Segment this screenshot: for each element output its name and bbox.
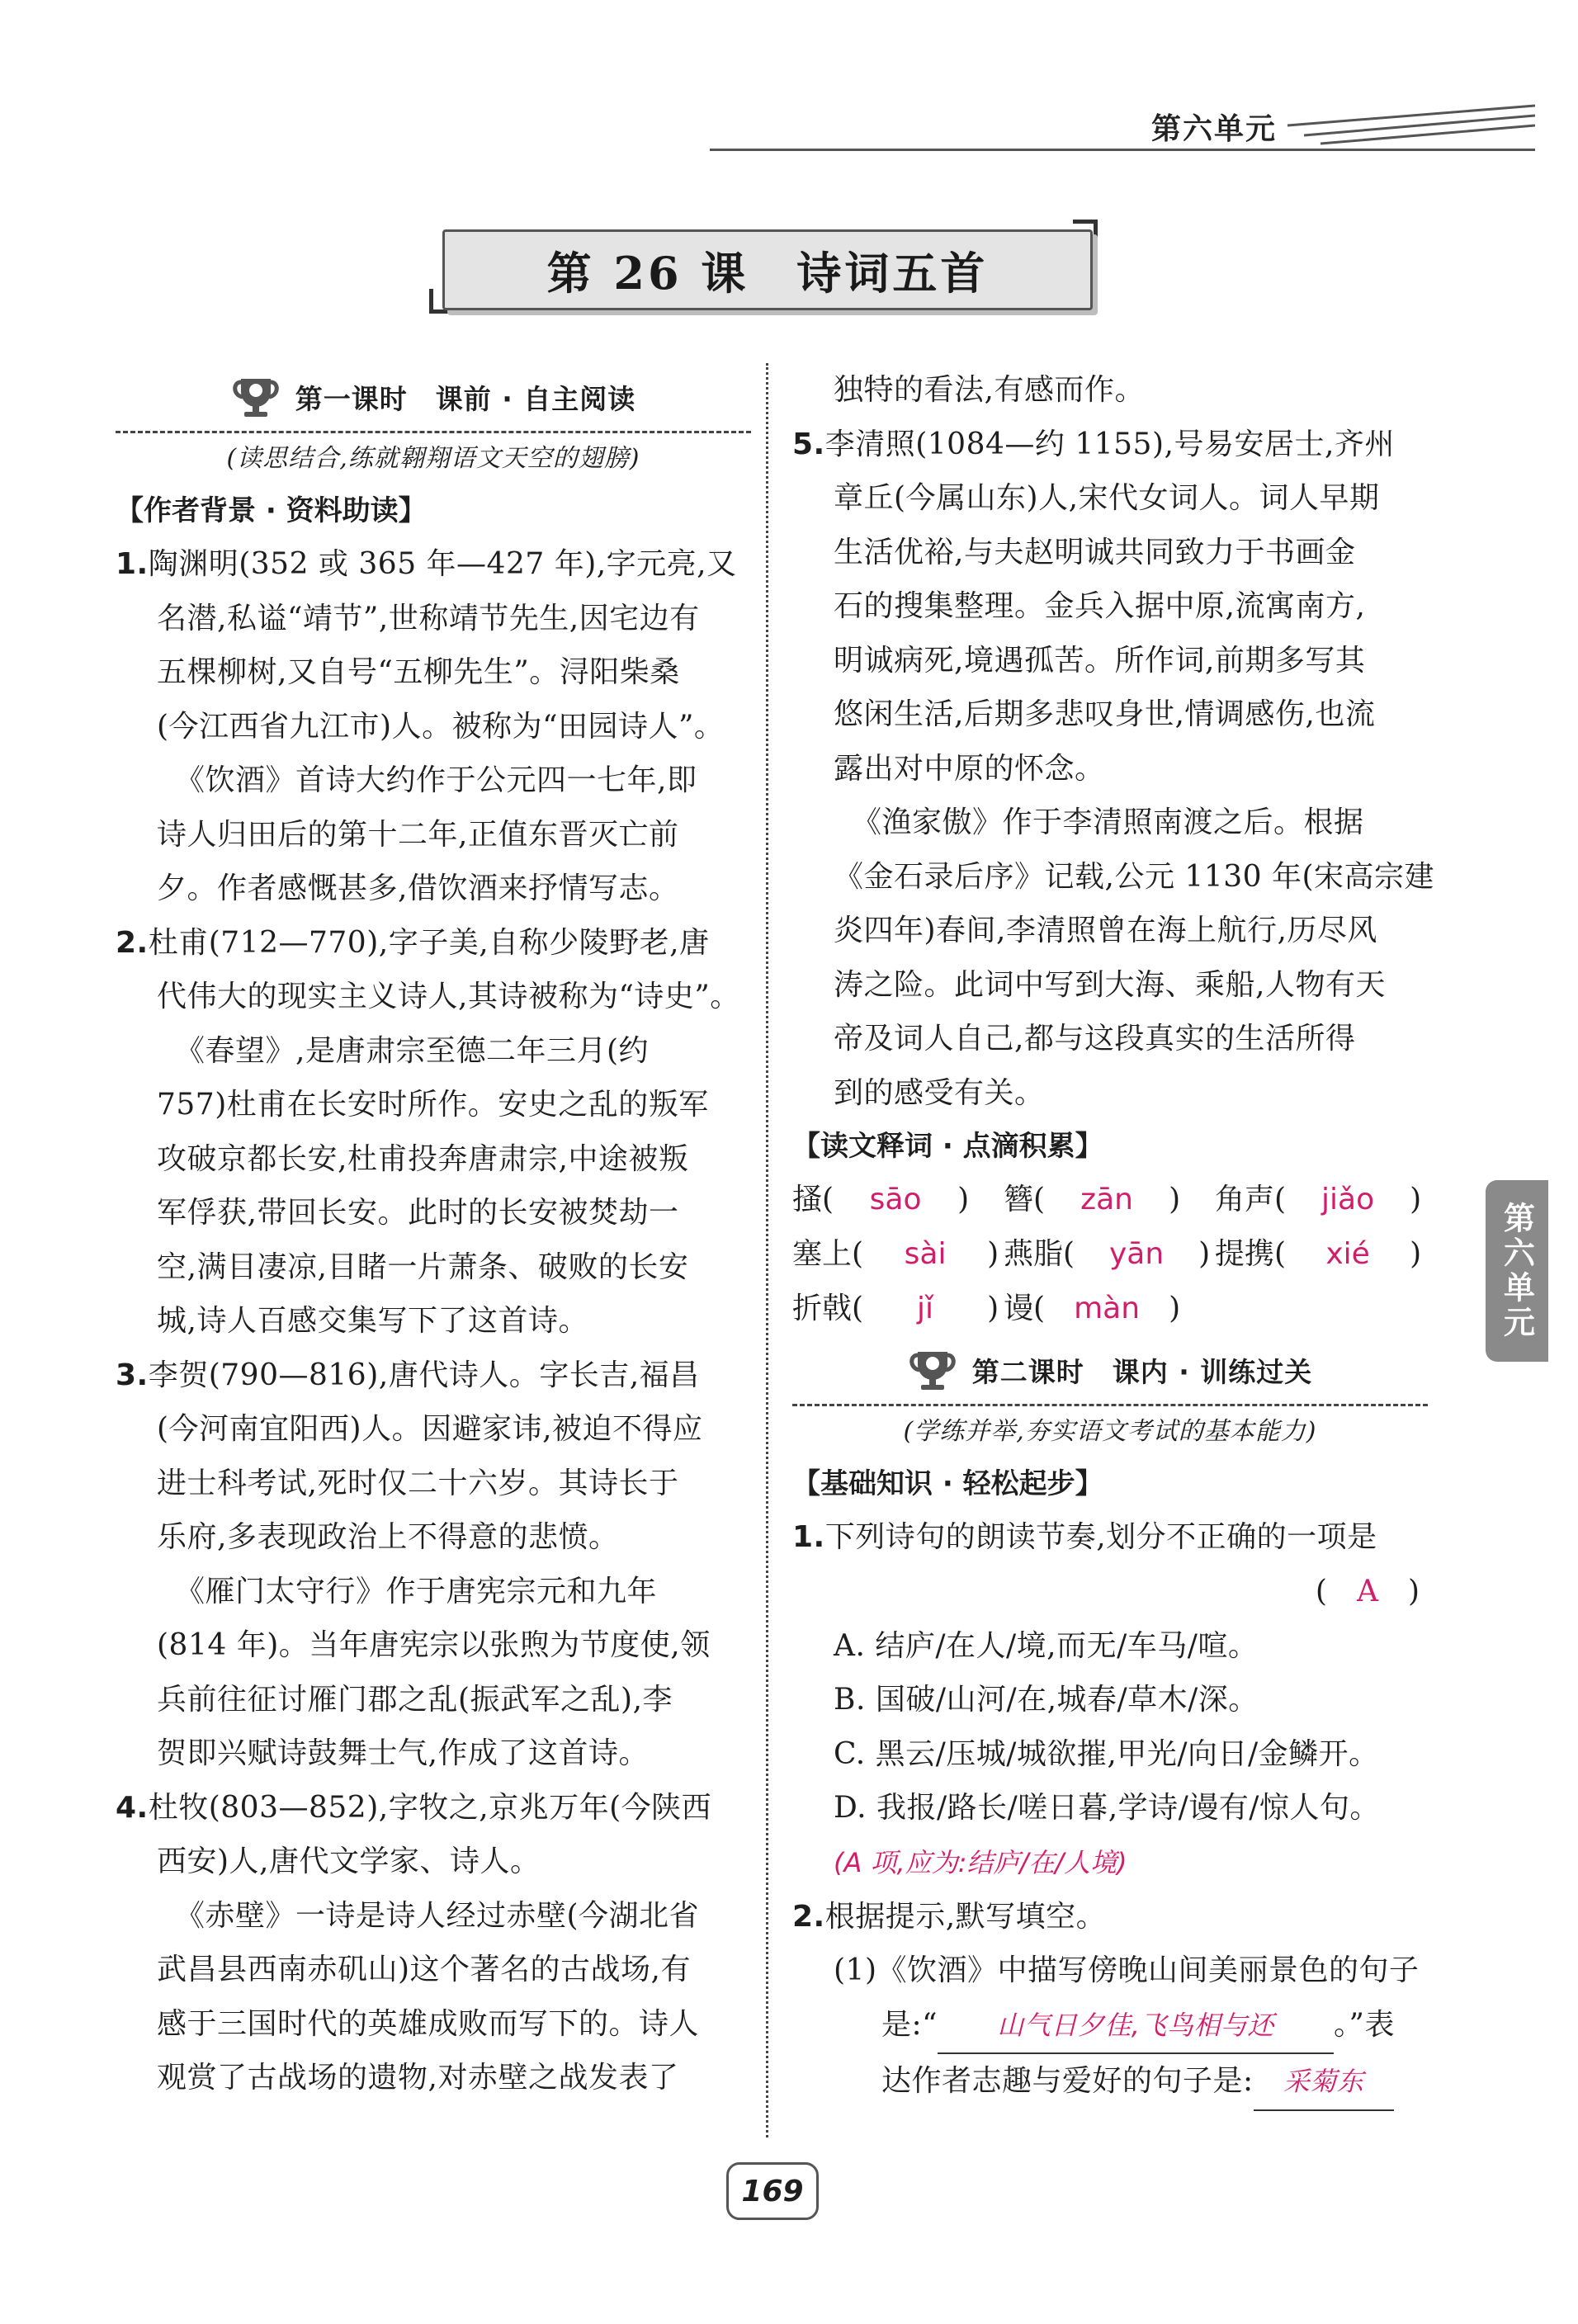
vocab-word: 簪 [1004, 1183, 1034, 1216]
text-line: 4.杜牧(803—852),字牧之,京兆万年(今陕西 [116, 1790, 712, 1825]
section2-heading [792, 1336, 1428, 1404]
question-number: 2. [792, 1899, 825, 1934]
text-line: 《金石录后序》记载,公元 1130 年(宋高宗建 [834, 859, 1434, 894]
text-line: 帝及词人自己,都与这段真实的生活所得 [834, 1022, 1356, 1056]
item-number: 1. [116, 547, 149, 581]
text-line: 《渔家傲》作于李清照南渡之后。根据 [852, 805, 1364, 839]
pinyin-answer: jiǎo [1321, 1183, 1375, 1216]
vocab-word: 折戟 [792, 1292, 853, 1325]
text-line: 观赏了古战场的遗物,对赤壁之战发表了 [157, 2061, 679, 2095]
text-line: 空,满目凄凉,目睹一片萧条、破败的长安 [157, 1249, 689, 1284]
text-line: 城,诗人百感交集写下了这首诗。 [157, 1304, 588, 1338]
text-line: 悠闲生活,后期多悲叹身世,情调感伤,也流 [834, 697, 1376, 731]
lesson-title-box [442, 229, 1093, 310]
section1-heading [116, 363, 751, 431]
pinyin-answer: sāo [869, 1183, 922, 1216]
text-line: 武昌县西南赤矶山)这个著名的古战场,有 [157, 1953, 691, 1986]
text-line: 章丘(今属山东)人,宋代女词人。词人早期 [834, 481, 1380, 515]
pinyin-answer: jǐ [917, 1292, 934, 1325]
text-line: 3.李贺(790—816),唐代诗人。字长吉,福昌 [116, 1358, 700, 1392]
vocab-item: 搔 ( sāo ) [792, 1173, 1004, 1227]
text-line: 五棵柳树,又自号“五柳先生”。浔阳柴桑 [157, 655, 680, 689]
item-number: 4. [116, 1790, 149, 1825]
section2-title: 第二课时 课内 · 训练过关 [971, 1355, 1313, 1388]
answer-letter: A [1356, 1574, 1378, 1608]
question-2-stem: 2.根据提示,默写填空。 [792, 1899, 1107, 1934]
pinyin-answer: màn [1074, 1292, 1141, 1325]
vocab-item: 角声 ( jiǎo ) [1215, 1173, 1426, 1227]
vocab-table [792, 1173, 1428, 1336]
vocab-word: 角声 [1215, 1183, 1275, 1216]
text-line: 生活优裕,与夫赵明诚共同致力于书画金 [834, 535, 1356, 569]
text-line: 名潜,私谥“靖节”,世称靖节先生,因宅边有 [157, 601, 700, 635]
vocab-word: 搔 [792, 1183, 823, 1216]
text-line: 炎四年)春间,李清照曾在海上航行,历尽风 [834, 914, 1377, 947]
text-line: 《春望》,是唐肃宗至德二年三月(约 [175, 1033, 649, 1068]
vocab-row [792, 1227, 1428, 1282]
vocab-item: 折戟 ( jǐ ) [792, 1282, 1004, 1336]
item-number: 5. [792, 427, 825, 461]
text-line: 明诚病死,境遇孤苦。所作词,前期多写其 [834, 643, 1366, 678]
vocab-heading: 【读文释词 · 点滴积累】 [792, 1130, 1103, 1163]
text-line: 《饮酒》首诗大约作于公元四一七年,即 [175, 763, 697, 797]
text-line: 石的搜集整理。金兵入据中原,流寓南方, [834, 589, 1366, 623]
fill-answer[interactable]: 采菊东 [1254, 2055, 1394, 2111]
text-line: 诗人归田后的第十二年,正值东晋灭亡前 [157, 817, 679, 852]
item-number: 3. [116, 1358, 149, 1392]
text-line: 757)杜甫在长安时所作。安史之乱的叛军 [157, 1088, 709, 1122]
unit-header [710, 97, 1535, 155]
text-line: 独特的看法,有感而作。 [834, 373, 1145, 407]
vocab-word: 提携 [1215, 1237, 1275, 1271]
item-number: 2. [116, 925, 149, 960]
text-line: 进士科考试,死时仅二十六岁。其诗长于 [157, 1466, 679, 1500]
pinyin-answer: zān [1080, 1183, 1133, 1216]
pinyin-answer: yān [1108, 1237, 1165, 1271]
section1-title: 第一课时 课前 · 自主阅读 [295, 382, 636, 415]
vocab-word: 谩 [1004, 1292, 1034, 1325]
option-c: C. 黑云/压城/城欲摧,甲光/向日/金鳞开。 [834, 1736, 1379, 1771]
text-line: 露出对中原的怀念。 [834, 751, 1105, 786]
text-line: 乐府,多表现政治上不得意的悲愤。 [157, 1520, 619, 1554]
unit-title: 第六单元 [1151, 112, 1278, 146]
text-line: 5.李清照(1084—约 1155),号易安居士,齐州 [792, 427, 1395, 461]
vocab-word: 塞上 [792, 1237, 853, 1271]
vocab-row [792, 1282, 1428, 1336]
text-line: 西安)人,唐代文学家、诗人。 [157, 1845, 541, 1878]
lesson-title: 第 26 课 诗词五首 [546, 246, 989, 300]
question-1-answer: ( A ) [1315, 1574, 1420, 1608]
author-background-continued [792, 363, 1434, 1120]
text-line: 军俘获,带回长安。此时的长安被焚劫一 [157, 1196, 679, 1230]
author-background-heading: 【作者背景 · 资料助读】 [116, 494, 427, 527]
option-d: D. 我报/路长/嗟日暮,学诗/谩有/惊人句。 [834, 1791, 1380, 1825]
trophy-icon [231, 374, 281, 420]
text-line: 代伟大的现实主义诗人,其诗被称为“诗史”。 [157, 980, 740, 1013]
text-line: 贺即兴赋诗鼓舞士气,作成了这首诗。 [157, 1736, 649, 1770]
pinyin-answer: xié [1325, 1237, 1370, 1271]
section1-subtitle: (读思结合,练就翱翔语文天空的翅膀) [226, 444, 640, 473]
text-line: 夕。作者感慨甚多,借饮酒来抒情写志。 [157, 872, 679, 905]
dashed-rule [116, 431, 751, 433]
header-decoration [1287, 97, 1535, 155]
author-background-text [116, 537, 751, 2105]
text-line: 《赤壁》一诗是诗人经过赤壁(今湖北省 [175, 1898, 700, 1933]
text-line: 到的感受有关。 [834, 1075, 1045, 1110]
trophy-icon [908, 1347, 957, 1393]
text-line: 《雁门太守行》作于唐宪宗元和九年 [175, 1574, 658, 1608]
text-line: (今河南宜阳西)人。因避家讳,被迫不得应 [157, 1412, 703, 1446]
column-divider [766, 363, 768, 2137]
option-a: A. 结庐/在人/境,而无/车马/喧。 [834, 1628, 1259, 1663]
text-line: 涛之险。此词中写到大海、乘船,人物有天 [834, 967, 1386, 1002]
page-number: 169 [726, 2162, 819, 2220]
text-line: 1.陶渊明(352 或 365 年—427 年),字元亮,又 [116, 547, 737, 581]
left-column [116, 363, 751, 2105]
text-line: 感于三国时代的英雄成败而写下的。诗人 [157, 2006, 700, 2041]
text-line: (今江西省九江市)人。被称为“田园诗人”。 [157, 709, 725, 744]
question-2-fill-line-2: 达作者志趣与爱好的句子是: 采菊东 [792, 2054, 1428, 2111]
header-rule [710, 149, 1535, 151]
basics-heading: 【基础知识 · 轻松起步】 [792, 1467, 1103, 1500]
text-line: (814 年)。当年唐宪宗以张煦为节度使,领 [157, 1628, 711, 1662]
question-2-sub1: (1)《饮酒》中描写傍晚山间美丽景色的句子 [834, 1953, 1420, 1987]
vocab-item: 谩 ( màn ) [1004, 1282, 1215, 1336]
option-b: B. 国破/山河/在,城春/草木/深。 [834, 1683, 1259, 1717]
text-line: 攻破京都长安,杜甫投奔唐肃宗,中途被叛 [157, 1141, 689, 1176]
vocab-word: 燕脂 [1004, 1237, 1064, 1271]
right-column [792, 363, 1434, 2111]
question-1-stem: 1.下列诗句的朗读节奏,划分不正确的一项是 [792, 1520, 1377, 1554]
vocab-row [792, 1173, 1428, 1227]
text-line: 2.杜甫(712—770),字子美,自称少陵野老,唐 [116, 925, 710, 960]
vocab-item: 燕脂 ( yān ) [1004, 1227, 1215, 1282]
vocab-item: 簪 ( zān ) [1004, 1173, 1215, 1227]
vocab-item: 塞上 ( sài ) [792, 1227, 1004, 1282]
vocab-item: 提携 ( xié ) [1215, 1227, 1426, 1282]
text-line: 兵前往征讨雁门郡之乱(振武军之乱),李 [157, 1682, 673, 1717]
fill-answer[interactable]: 山气日夕佳,飞鸟相与还 [938, 1999, 1334, 2055]
unit-side-tab: 第六单元 [1486, 1180, 1548, 1362]
pinyin-answer: sài [904, 1237, 947, 1271]
question-number: 1. [792, 1520, 825, 1554]
dashed-rule [792, 1404, 1428, 1406]
section2-subtitle: (学练并举,夯实语文考试的基本能力) [903, 1417, 1317, 1446]
question-2-fill-line: 是:“ 山气日夕佳,飞鸟相与还 。”表 [792, 1998, 1428, 2055]
question-1-note: (A 项,应为:结庐/在/人境) [834, 1846, 1127, 1878]
